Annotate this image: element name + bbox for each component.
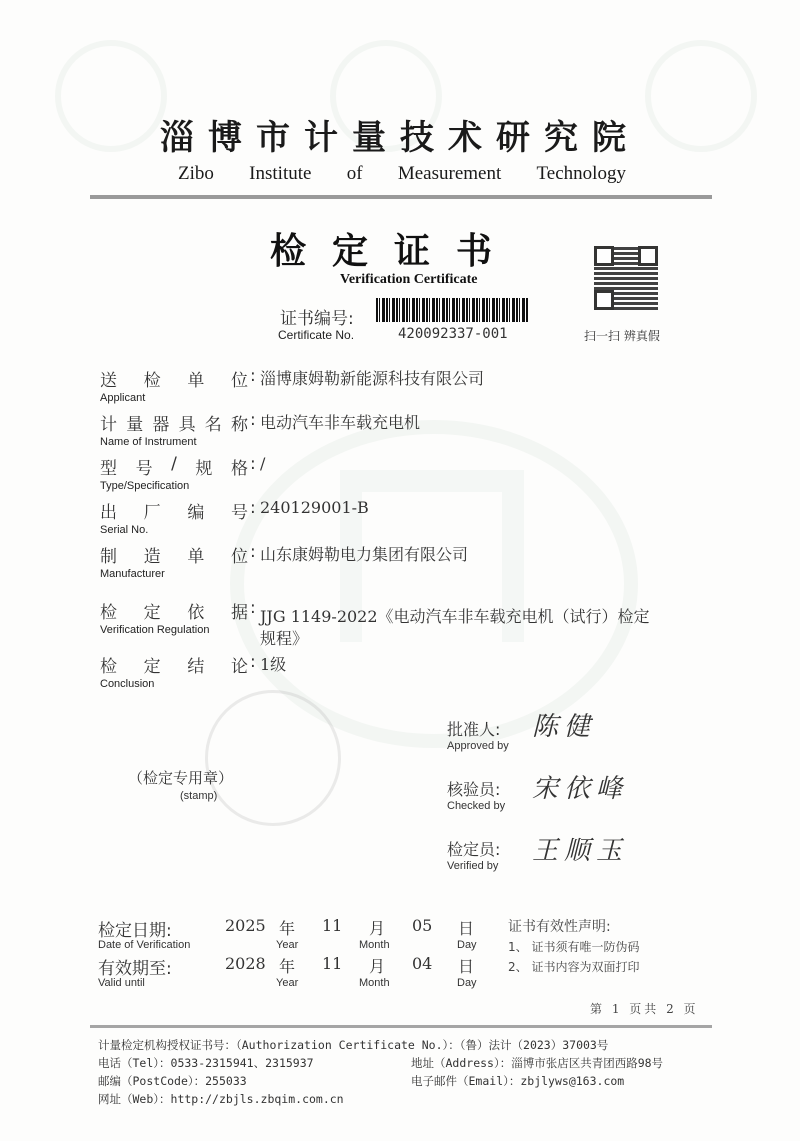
certificate-number-label-en: Certificate No.	[278, 328, 355, 342]
field-label	[100, 542, 248, 567]
field-label-en: Verification Regulation	[100, 624, 210, 636]
label-char: 号	[135, 459, 153, 479]
label-char: 出	[100, 503, 117, 523]
day-unit-en: Day	[457, 939, 477, 951]
signature-label-en: Checked by	[447, 800, 506, 812]
day-unit: 日	[458, 919, 475, 938]
validity-notice-item: 2、 证书内容为双面打印	[508, 960, 640, 974]
handwritten-signature: 王顺玉	[532, 836, 629, 866]
authorization-number: 计量检定机构授权证书号：（Authorization Certificate No.）：（鲁）法计（2023）37003号	[98, 1038, 609, 1052]
validity-notice-title: 证书有效性声明:	[508, 919, 611, 935]
field-label-en: Manufacturer	[100, 568, 165, 580]
handwritten-signature: 宋依峰	[532, 774, 629, 804]
field-serial-no	[100, 498, 369, 536]
date-label-en: Valid until	[98, 977, 145, 989]
barcode	[376, 298, 528, 322]
colon: :	[250, 652, 256, 672]
certificate-subtitle: Verification Certificate	[340, 272, 478, 287]
label-char: 名	[204, 415, 222, 435]
label-char: 量	[126, 415, 144, 435]
colon: :	[250, 366, 256, 386]
footer-address: 地址（Address）：淄博市张店区共青团西路98号	[411, 1056, 664, 1070]
field-label-en: Serial No.	[100, 524, 149, 536]
label-char: 检	[100, 603, 117, 623]
certificate-number-label: 证书编号:	[280, 309, 354, 329]
field-regulation	[100, 598, 650, 648]
field-value: 淄博康姆勒新能源科技有限公司	[260, 369, 485, 388]
signature-label: 核验员:	[447, 780, 501, 799]
signature-label-en: Verified by	[447, 860, 499, 872]
year-unit-en: Year	[276, 977, 299, 989]
field-label	[100, 498, 248, 523]
day-value: 04	[412, 954, 433, 973]
word: of	[346, 163, 363, 184]
word: Measurement	[397, 163, 502, 184]
label-char: 格	[230, 459, 248, 479]
label-char: 定	[143, 657, 161, 677]
field-label	[100, 652, 248, 677]
stamp-label-en: (stamp)	[180, 790, 218, 802]
certificate-title: 检定证书	[270, 231, 519, 272]
field-instrument-name	[100, 410, 421, 448]
year-value: 2025	[225, 916, 266, 935]
label-char: 计	[100, 415, 117, 435]
field-value-line2: 规程》	[260, 629, 309, 648]
label-char: 编	[187, 503, 205, 523]
label-char: 号	[230, 503, 248, 523]
field-value: JJG 1149-2022《电动汽车非车载充电机（试行）检定	[260, 607, 650, 626]
field-conclusion	[100, 652, 287, 690]
institute-name-cn: 淄博市计量技术研究院	[160, 118, 640, 158]
stamp-label: （检定专用章）	[128, 769, 234, 787]
field-value: /	[260, 454, 266, 473]
label-char: 单	[187, 371, 205, 391]
header-divider	[90, 195, 712, 199]
field-label	[100, 454, 248, 479]
colon: :	[250, 410, 256, 430]
signature-label-en: Approved by	[447, 740, 509, 752]
label-char: /	[171, 454, 177, 474]
month-unit: 月	[369, 919, 386, 938]
field-value: 山东康姆勒电力集团有限公司	[260, 545, 469, 564]
month-unit: 月	[369, 957, 386, 976]
field-label-en: Type/Specification	[100, 480, 190, 492]
colon: :	[250, 598, 256, 618]
label-char: 位	[230, 371, 248, 391]
label-char: 检	[143, 371, 161, 391]
label-char: 具	[178, 415, 196, 435]
qr-code-icon[interactable]	[594, 246, 658, 310]
date-label: 检定日期:	[98, 921, 172, 941]
day-unit-en: Day	[457, 977, 477, 989]
month-unit-en: Month	[359, 939, 390, 951]
field-value: 电动汽车非车载充电机	[260, 413, 421, 432]
signature-label: 检定员:	[447, 840, 501, 859]
label-char: 论	[230, 657, 248, 677]
date-label-en: Date of Verification	[98, 939, 191, 951]
institute-name-en	[178, 163, 626, 185]
label-char: 依	[187, 603, 205, 623]
year-unit: 年	[279, 919, 296, 938]
year-unit-en: Year	[276, 939, 299, 951]
field-type-spec	[100, 454, 266, 492]
word: Institute	[249, 163, 312, 184]
month-unit-en: Month	[359, 977, 390, 989]
day-value: 05	[412, 916, 433, 935]
field-label	[100, 366, 248, 391]
word: Technology	[536, 163, 626, 184]
footer-tel: 电话（Tel）：0533-2315941、2315937	[98, 1056, 314, 1070]
year-value: 2028	[225, 954, 266, 973]
field-label-en: Conclusion	[100, 678, 155, 690]
colon: :	[250, 498, 256, 518]
certificate-number: 420092337-001	[398, 326, 508, 342]
year-unit: 年	[279, 957, 296, 976]
field-label	[100, 598, 248, 623]
label-char: 称	[230, 415, 248, 435]
label-char: 造	[143, 547, 161, 567]
label-char: 结	[187, 657, 205, 677]
field-value: 240129001-B	[260, 498, 369, 517]
footer-website[interactable]: 网址（Web）：http://zbjls.zbqim.com.cn	[98, 1092, 344, 1106]
field-label-en: Applicant	[100, 392, 146, 404]
colon: :	[250, 454, 256, 474]
label-char: 单	[187, 547, 205, 567]
field-applicant	[100, 366, 485, 404]
handwritten-signature: 陈健	[532, 712, 597, 742]
footer-postcode: 邮编（PostCode）：255033	[98, 1074, 247, 1088]
month-value: 11	[322, 916, 343, 935]
field-manufacturer	[100, 542, 469, 580]
label-char: 定	[143, 603, 161, 623]
date-label: 有效期至:	[98, 959, 172, 979]
label-char: 厂	[143, 503, 161, 523]
label-char: 器	[152, 415, 170, 435]
label-char: 位	[230, 547, 248, 567]
signature-label: 批准人:	[447, 720, 501, 739]
label-char: 型	[100, 459, 117, 479]
label-char: 据	[230, 603, 248, 623]
month-value: 11	[322, 954, 343, 973]
official-stamp	[205, 690, 341, 826]
word: Zibo	[178, 163, 214, 184]
label-char: 规	[195, 459, 213, 479]
label-char: 制	[100, 547, 117, 567]
footer-email[interactable]: 电子邮件（Email）：zbjlyws@163.com	[411, 1074, 625, 1088]
field-value: 1级	[260, 655, 287, 674]
validity-notice-item: 1、 证书须有唯一防伪码	[508, 940, 640, 954]
day-unit: 日	[458, 957, 475, 976]
page-indicator: 第 1 页共 2 页	[590, 1002, 699, 1016]
qr-caption: 扫一扫 辨真假	[584, 329, 660, 343]
colon: :	[250, 542, 256, 562]
label-char: 检	[100, 657, 117, 677]
label-char: 送	[100, 371, 117, 391]
field-label	[100, 410, 248, 435]
field-label-en: Name of Instrument	[100, 436, 197, 448]
footer-divider	[90, 1025, 712, 1028]
